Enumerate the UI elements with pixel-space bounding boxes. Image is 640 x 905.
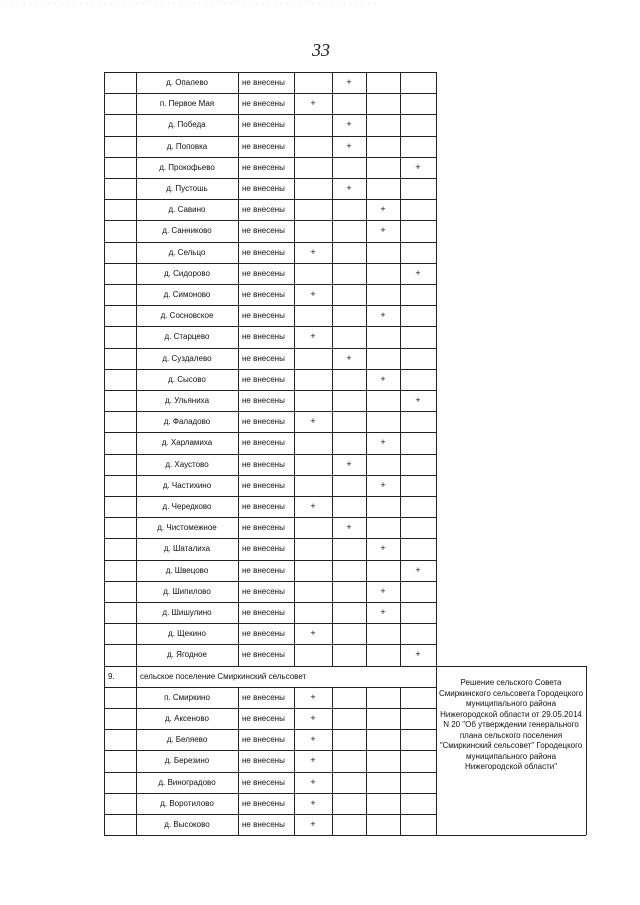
master-plan-status: не внесены bbox=[242, 544, 285, 554]
plus-mark: + bbox=[310, 628, 316, 639]
settlement-name: д. Симоново bbox=[163, 290, 211, 299]
plus-mark: + bbox=[310, 776, 316, 787]
plus-mark: + bbox=[346, 140, 352, 151]
plus-mark: + bbox=[380, 225, 386, 236]
master-plan-status: не внесены bbox=[242, 290, 285, 299]
settlement-name: д. Чередково bbox=[162, 502, 212, 511]
plus-mark: + bbox=[380, 607, 386, 617]
plus-mark: + bbox=[380, 479, 386, 490]
plus-mark: + bbox=[415, 267, 421, 278]
column-divider bbox=[332, 72, 333, 666]
master-plan-status: не внесены bbox=[242, 396, 285, 405]
settlement-name: д. Березино bbox=[164, 756, 210, 766]
settlement-name: д. Поповка bbox=[166, 141, 208, 151]
master-plan-status: не внесены bbox=[242, 374, 285, 384]
plus-mark: + bbox=[310, 734, 316, 745]
master-plan-status: не внесены bbox=[242, 650, 285, 660]
master-plan-status: не внесены bbox=[242, 353, 285, 363]
plus-mark: + bbox=[310, 501, 316, 511]
plus-mark: + bbox=[310, 819, 316, 829]
plus-mark: + bbox=[346, 183, 352, 193]
plus-mark: + bbox=[380, 585, 386, 596]
plus-mark: + bbox=[346, 77, 352, 87]
master-plan-status: не внесены bbox=[242, 141, 285, 151]
plus-mark: + bbox=[346, 522, 352, 533]
plus-mark: + bbox=[415, 161, 421, 172]
master-plan-status: не внесены bbox=[242, 184, 285, 193]
master-plan-status: не внесены bbox=[242, 226, 285, 236]
settlement-name: д. Сельцо bbox=[168, 247, 206, 257]
plus-mark: + bbox=[310, 713, 316, 723]
plus-mark: + bbox=[415, 395, 421, 405]
plus-mark: + bbox=[380, 204, 386, 215]
master-plan-status: не внесены bbox=[242, 523, 285, 533]
settlement-name: д. Пустошь bbox=[166, 184, 208, 193]
plus-mark: + bbox=[310, 289, 316, 299]
column-divider bbox=[294, 72, 295, 666]
master-plan-status: не внесены bbox=[242, 78, 285, 87]
settlement-name: д. Шишулино bbox=[162, 608, 212, 617]
master-plan-status: не внесены bbox=[242, 756, 285, 766]
page-number: 33 bbox=[312, 40, 330, 60]
plus-mark: + bbox=[380, 543, 386, 554]
settlement-name: д. Беляево bbox=[166, 735, 208, 745]
section-number: 9. bbox=[108, 671, 115, 681]
plus-mark: + bbox=[346, 119, 352, 130]
settlement-name: д. Фаладово bbox=[163, 417, 211, 427]
decision-text: Решение сельского Совета Смиркинского сельсовета Городецкого муниципального района Нижегородской области от 29.05.2014 N 20 "Об утверждении генерального плана сельского поселения "Смиркинский сельсовет" Городецкого муниципального района Нижегородской области" bbox=[438, 678, 584, 771]
settlement-name: д. Виноградово bbox=[158, 777, 216, 787]
master-plan-status: не внесены bbox=[242, 459, 285, 469]
master-plan-status: не внесены bbox=[242, 820, 285, 829]
column-divider bbox=[332, 687, 333, 835]
settlement-name: д. Суздалево bbox=[162, 353, 212, 363]
settlement-name: д. Харламиха bbox=[161, 438, 213, 448]
master-plan-status: не внесены bbox=[242, 120, 285, 130]
master-plan-status: не внесены bbox=[242, 714, 285, 723]
settlement-name: д. Ягодное bbox=[167, 650, 207, 660]
master-plan-status: не внесены bbox=[242, 417, 285, 427]
master-plan-status: не внесены bbox=[242, 332, 285, 342]
plus-mark: + bbox=[380, 437, 386, 448]
master-plan-status: не внесены bbox=[242, 247, 285, 257]
column-divider bbox=[366, 687, 367, 835]
settlement-name: д. Швецово bbox=[165, 565, 209, 575]
settlement-name: д. Савино bbox=[168, 205, 206, 215]
settlements-table bbox=[104, 72, 436, 840]
plus-mark: + bbox=[380, 310, 386, 321]
decision-border bbox=[436, 835, 586, 836]
column-divider bbox=[104, 72, 105, 835]
settlement-name: д. Старцево bbox=[164, 332, 210, 342]
settlement-name: д. Хаустово bbox=[165, 459, 209, 469]
plus-mark: + bbox=[310, 98, 316, 109]
plus-mark: + bbox=[310, 755, 316, 766]
master-plan-status: не внесены bbox=[242, 162, 285, 172]
settlement-name: д. Санниково bbox=[162, 226, 212, 236]
plus-mark: + bbox=[310, 416, 316, 427]
settlement-name: д. Чистомежное bbox=[157, 523, 217, 533]
decision-border bbox=[436, 666, 437, 836]
settlement-name: п. Смиркино bbox=[164, 692, 210, 702]
master-plan-status: не внесены bbox=[242, 205, 285, 215]
plus-mark: + bbox=[380, 373, 386, 384]
settlement-name: д. Шаталиха bbox=[163, 544, 211, 554]
row-divider bbox=[104, 835, 436, 836]
master-plan-status: не внесены bbox=[242, 565, 285, 575]
settlement-name: д. Опалево bbox=[166, 78, 208, 87]
settlement-name: д. Победа bbox=[168, 120, 206, 130]
plus-mark: + bbox=[310, 246, 316, 257]
master-plan-status: не внесены bbox=[242, 692, 285, 702]
plus-mark: + bbox=[310, 331, 316, 342]
master-plan-status: не внесены bbox=[242, 586, 285, 596]
settlement-name: д. Высоково bbox=[164, 820, 210, 829]
plus-mark: + bbox=[310, 691, 316, 702]
settlement-name: д. Частихино bbox=[162, 480, 212, 490]
master-plan-status: не внесены bbox=[242, 268, 285, 278]
settlement-name: д. Шипилово bbox=[163, 586, 211, 596]
master-plan-status: не внесены bbox=[242, 629, 285, 639]
plus-mark: + bbox=[415, 649, 421, 660]
settlement-name: д. Прокофьево bbox=[159, 162, 215, 172]
settlement-name: д. Ульяниха bbox=[164, 396, 210, 405]
settlement-name: д. Щекино bbox=[168, 629, 206, 639]
master-plan-status: не внесены bbox=[242, 502, 285, 511]
master-plan-status: не внесены bbox=[242, 608, 285, 617]
settlement-name: д. Сидорово bbox=[164, 268, 210, 278]
decision-border bbox=[586, 666, 587, 836]
decision-border bbox=[436, 666, 586, 667]
plus-mark: + bbox=[310, 797, 316, 808]
plus-mark: + bbox=[346, 458, 352, 469]
master-plan-status: не внесены bbox=[242, 777, 285, 787]
settlement-name: д. Воротилово bbox=[160, 798, 214, 808]
settlement-name: д. Сосновское bbox=[160, 311, 214, 321]
scan-edge-dots: · · · · · · · · · · · · · · · · · · · · · · · · · · · · · · · · · · · · · · · · · · · · · · · · · · · · · · · · · · · · bbox=[4, 0, 378, 7]
section-title: сельское поселение Смиркинский сельсовет bbox=[140, 671, 307, 681]
settlement-name: д. Сысово bbox=[168, 374, 206, 384]
master-plan-status: не внесены bbox=[242, 735, 285, 745]
master-plan-status: не внесены bbox=[242, 438, 285, 448]
settlement-name: д. Аксеново bbox=[165, 714, 209, 723]
master-plan-status: не внесены bbox=[242, 798, 285, 808]
master-plan-status: не внесены bbox=[242, 311, 285, 321]
plus-mark: + bbox=[415, 564, 421, 575]
settlement-name: п. Первое Мая bbox=[159, 99, 215, 109]
column-divider bbox=[400, 687, 401, 835]
plus-mark: + bbox=[346, 352, 352, 363]
master-plan-status: не внесены bbox=[242, 99, 285, 109]
master-plan-status: не внесены bbox=[242, 480, 285, 490]
